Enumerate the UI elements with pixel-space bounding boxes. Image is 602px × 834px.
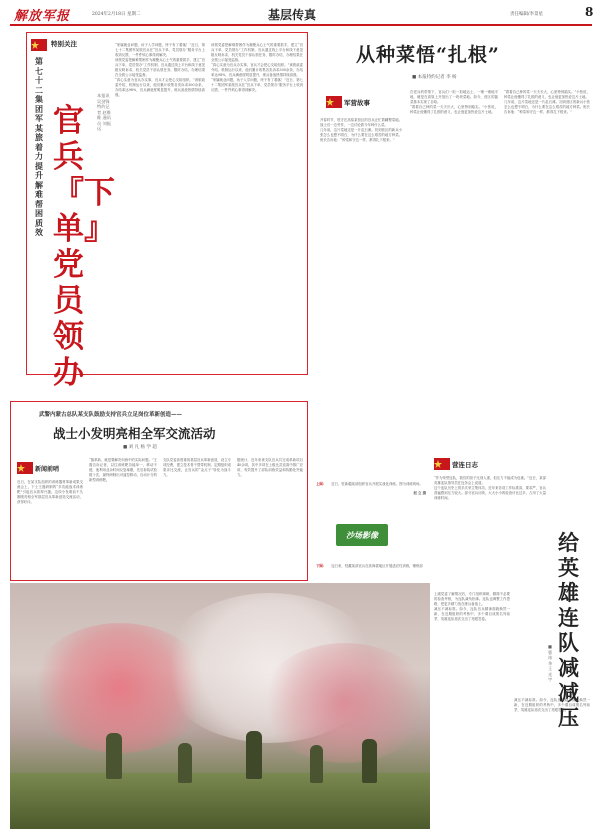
article3-para: 开春时节，驻守在高原某营区的官兵正忙着翻整菜地。战士们一边劳作，一边讨论着今年种什么菜。 [320,118,402,127]
article2-overline: 武警内蒙古总队某支队鼓励支持官兵立足岗位革新创造—— [39,412,183,418]
article3-para: “看着自己种的菜一天天长大，心里特别踏实。”小张说，种菜让他懂得了扎根的意义，也让他更加热爱这片土地。 [410,105,498,114]
kicker-news-front: 新闻前哨 [35,466,60,473]
article3-body-col2 [410,90,498,326]
article1-para: 该旅党委把解难帮困作为凝聚兵心士气的重要抓手，建立“官兵下单、党员领办”工作机制，官兵通过线上平台和线下意见箱反映诉求，机关党员干部认领任务、限时办结，办理结果在全旅公示接受监督。 [115,58,205,77]
article3-para: “看着自己种的菜一天天长大，心里特别踏实。”小张说，种菜让他懂得了扎根的意义，也让他更加热爱这片土地。 [504,90,590,99]
photo-badge-label: 沙场影像 [346,530,378,540]
photo-caption-top [316,470,426,520]
caption-bottom-label: 下图： [316,564,327,568]
article4-para: 上级党委了解情况后，专门组织调研，精简不必要的检查考核，为连队减负松绑。连队也调整工作思路，把更多精力放在练兵备战上。 [434,592,510,606]
article-soldier-invention [10,401,308,581]
article4-para: 这个连队历史上曾多次荣立集体功，近年来各项工作标准高、要求严，官兵普遍感到压力较大。部分官兵反映，大大小小的检查评比过多，占用了大量训练时间。 [434,486,546,500]
kicker-barracks-story: 军营故事 [344,99,370,107]
smoke-cloud-pink [260,643,430,763]
article3-byline: ■ 本报特约记者 李 杨 [412,75,457,80]
article1-body [115,43,205,369]
article2-body-col4 [237,458,303,576]
masthead-section: 基层传真 [268,8,317,22]
masthead-editor: 责任编辑/李景星 [510,12,544,17]
article3-headline: 从种菜悟“扎根” [356,44,500,66]
masthead-logo: 解放军报 [14,9,71,24]
masthead-rule [10,24,592,26]
caption-top-text: 近日，驻新疆某部组织官兵开展实战化训练。图为训练现场。 [331,482,423,486]
soldier-figure [310,745,323,783]
article1-para: “家属就业问题、孩子入学问题，终于有了着落！”近日，第七十二集团军某旅官兵在“官兵下单、党员领办”服务平台上收到反馈，一件件烦心事得到解决。 [211,78,303,92]
article1-byline: 本报讯 吴劲锋 特约记者 赵维维 通讯员 刘振远 [97,93,111,131]
photo-badge [336,524,388,546]
article3-para: 在老兵的带领下，官兵们一担一担地运土、一锹一锹地平地，硬是在高原上开垦出了一块块菜地。如今，营区的蔬菜基本实现了自给。 [410,90,498,104]
soldier-figure [246,731,262,779]
article4-body-col1 [434,476,546,588]
article1-body-col2 [211,43,303,369]
article4-body-col2 [434,592,510,826]
article-officers-order [26,32,308,391]
article1-para: “真心实意为官兵办实事，官兵才会把心交给组织。”该旅政委介绍，机制运行以来，他们累计收集各类诉求300余条，办结率达98%，官兵满意度明显提升，练兵备战热情持续高涨。 [115,78,205,97]
article4-para: “作为荣誉连队，我们的担子比别人重，但压力不能成为包袱。”近日，某部英雄连队指导员在连务会上说道。 [434,476,546,485]
caption-top-credit: 赵 立 摄 [413,491,426,495]
article-vegetable-roots [314,32,594,332]
article3-para: 几年前，这片菜地还是一片乱石滩。初到营区的新兵小张怎么也想不明白，为什么要在这么艰苦的地方种菜。班长告诉他：“种菜和守边一样，都得扎下根来。” [504,100,590,114]
article4-para: 减压不减标准。如今，连队官兵精神面貌焕然一新，在近期组织的考核中，多个课目成绩名列前茅，英雄连队再次交出了亮眼答卷。 [434,607,510,621]
kicker-company-log: 营连日志 [452,461,478,469]
article4-byline: ■ 曹 冰 华 王 光 宇 [548,644,553,682]
article1-para: “家属就业问题、孩子入学问题，终于有了着落！”近日，第七十二集团军某旅官兵在“官兵下单、党员领办”服务平台上收到反馈，一件件烦心事得到解决。 [115,43,205,57]
army-flag-icon [17,462,33,474]
soldier-figure [106,733,122,779]
article2-headline: 战士小发明亮相全军交流活动 [53,426,216,441]
article4-headline: 给英雄连队减减压 [558,530,579,730]
article1-headline: 官兵『下单』 党员领办 [53,103,115,391]
army-flag-icon [31,39,47,51]
masthead-page-no: 8 [585,5,594,19]
soldier-figure [178,743,192,783]
article2-para: 近日，在某支队组织的训练器材革新成果交流会上，下士王磊研制的“多功能战术训练靶”引起官兵浓厚兴趣。这项小发明前不久刚刚亮相全军基层官兵革新创造交流活动，获得好评。 [17,480,83,504]
soldier-figure [362,739,377,783]
article2-para: 支队党委高度重视基层官兵革新创造，设立专项经费，建立技术骨干帮带机制，定期组织成果评比交流，让官兵的“金点子”转化为战斗力。 [163,458,231,477]
article2-byline: ■ 刘 凡 杨 学 超 [123,445,157,450]
army-flag-icon [434,458,450,470]
article1-para: 该旅党委把解难帮困作为凝聚兵心士气的重要抓手，建立“官兵下单、党员领办”工作机制，官兵通过线上平台和线下意见箱反映诉求，机关党员干部认领任务、限时办结，办理结果在全旅公示接受监督。 [211,43,303,62]
masthead [0,0,602,28]
article1-para: “真心实意为官兵办实事，官兵才会把心交给组织。”该旅政委介绍，机制运行以来，他们累计收集各类诉求300余条，办结率达98%，官兵满意度明显提升，练兵备战热情持续高涨。 [211,63,303,77]
army-flag-icon [326,96,342,108]
article2-para: “搞革新，就是要解决训练中的实际问题。”王磊告诉记者，以往训练靶功能单一、移动不便，他利用业余时间反复琢磨，先后拆装试验数十次，最终研制出可遥控移动、自动计分的新型训练靶。 [89,458,157,482]
training-photo [10,583,430,829]
article2-para: 据统计，近年来该支队官兵共完成革新项目40余项，其中多项在上级比武竞赛中推广应用，有效提升了部队训练效益和执勤处突能力。 [237,458,303,477]
article3-body-col1 [320,118,402,326]
article2-body-col2 [89,458,157,576]
article3-body-col3 [504,90,590,326]
caption-bottom-text: 连日来，驻藏某部官兵在高海拔地区开展适应性训练，锤炼部 [331,564,423,568]
article2-body-col1 [17,480,83,576]
article-hero-company [430,448,594,830]
article2-body-col3 [163,458,231,576]
article4-para: 减压不减标准。如今，连队官兵精神面貌焕然一新，在近期组织的考核中，多个课目成绩名列前茅，英雄连队再次交出了亮眼答卷。 [514,698,590,712]
article4-body-col3 [514,698,590,826]
article3-para: 几年前，这片菜地还是一片乱石滩。初到营区的新兵小张怎么也想不明白，为什么要在这么艰苦的地方种菜。班长告诉他：“种菜和守边一样，都得扎下根来。” [320,128,402,142]
article1-subtitle: 第七十二集团军某旅着力提升解难帮困质效 [35,56,43,237]
kicker-special-focus: 特别关注 [51,40,77,48]
masthead-date: 2024年2月18日 星期二 [92,12,141,17]
caption-top-label: 上图： [316,482,327,486]
